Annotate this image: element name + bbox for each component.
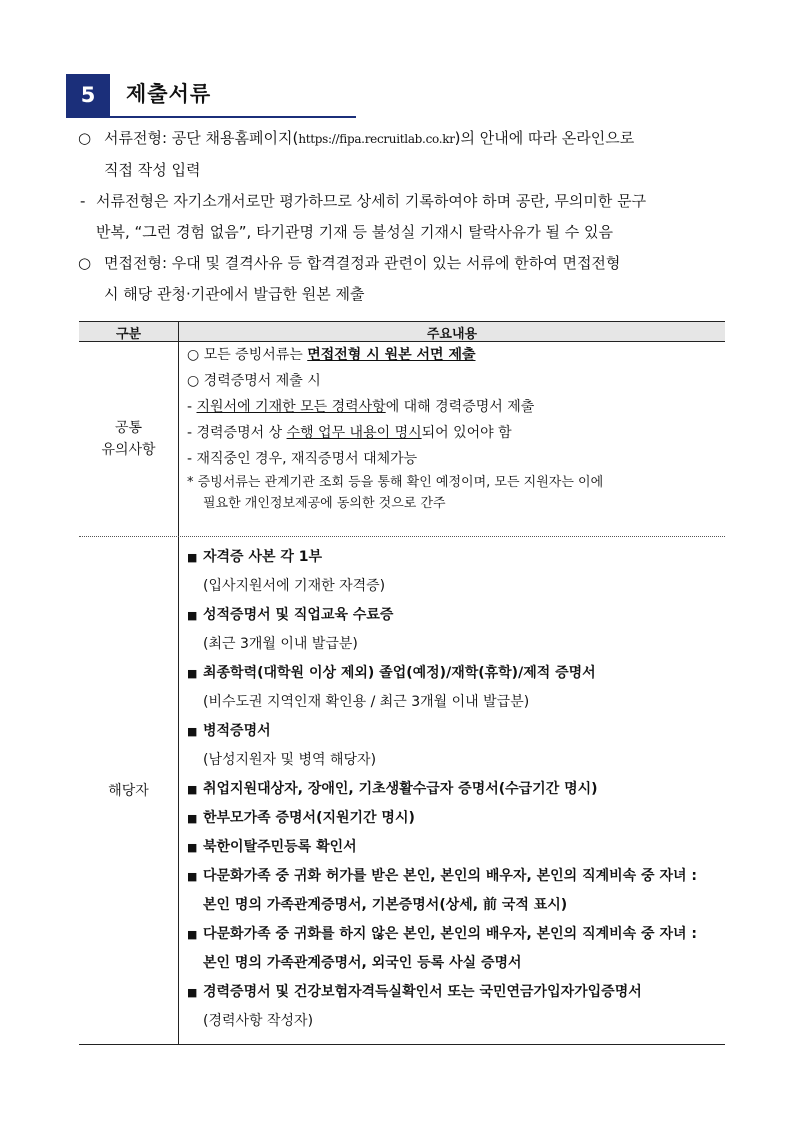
list-item: ■ 다문화가족 중 귀화를 하지 않은 본인, 본인의 배우자, 본인의 직계비속 중 자녀 :: [187, 920, 725, 949]
common-note-line: - 지원서에 기재한 모든 경력사항에 대해 경력증명서 제출: [187, 399, 535, 415]
common-note-line: ○ 경력증명서 제출 시: [187, 373, 321, 389]
square-bullet-icon: ■: [187, 725, 198, 738]
intro-p1-line2: 직접 작성 입력: [104, 161, 201, 179]
list-item-sub: (비수도권 지역인재 확인용 / 최근 3개월 이내 발급분): [203, 694, 530, 710]
list-item-sub: (경력사항 작성자): [203, 1013, 314, 1029]
original-submission-emphasis: 면접전형 시 원본 서면 제출: [307, 347, 476, 363]
list-item: ■ 최종학력(대학원 이상 제외) 졸업(예정)/재학(휴학)/제적 증명서: [187, 659, 725, 688]
square-bullet-icon: ■: [187, 812, 198, 825]
common-note-footnote: 필요한 개인정보제공에 동의한 것으로 간주: [203, 496, 446, 511]
list-item-sub: (최근 3개월 이내 발급분): [203, 636, 358, 652]
list-item-continuation: 본인 명의 가족관계증명서, 외국인 등록 사실 증명서: [203, 955, 522, 971]
applicable-documents-list: [187, 537, 725, 1036]
list-item: ■ 병적증명서: [187, 717, 725, 746]
intro-p2-line1: 서류전형은 자기소개서로만 평가하므로 상세히 기록하여야 하며 공란, 무의미한 문구: [96, 192, 647, 210]
intro-paragraph-self-intro-note: [72, 186, 732, 248]
list-item: ■ 자격증 사본 각 1부: [187, 543, 725, 572]
list-item: ■ 취업지원대상자, 장애인, 기초생활수급자 증명서(수급기간 명시): [187, 775, 725, 804]
square-bullet-icon: ■: [187, 928, 198, 941]
list-item: ■ 다문화가족 중 귀화 허가를 받은 본인, 본인의 배우자, 본인의 직계비속 중 자녀 :: [187, 862, 725, 891]
section-underline: [66, 116, 356, 118]
intro-p1-text-post: )의 안내에 따라 온라인으로: [454, 129, 635, 147]
list-item-sub: (입사지원서에 기재한 자격증): [203, 578, 386, 594]
square-bullet-icon: ■: [187, 609, 198, 622]
square-bullet-icon: ■: [187, 870, 198, 883]
square-bullet-icon: ■: [187, 551, 198, 564]
header-category: 구분: [115, 327, 142, 342]
table-header-row: [79, 321, 725, 342]
common-note-line: - 경력증명서 상 수행 업무 내용이 명시되어 있어야 함: [187, 425, 512, 441]
list-item-continuation: 본인 명의 가족관계증명서, 기본증명서(상세, 前 국적 표시): [203, 897, 568, 913]
row-label-common: 공통 유의사항: [101, 420, 156, 458]
common-note-line: ○ 모든 증빙서류는 면접전형 시 원본 서면 제출: [187, 347, 476, 363]
row-label-applicable: 해당자: [108, 782, 149, 799]
list-item: ■ 한부모가족 증명서(지원기간 명시): [187, 804, 725, 833]
intro-paragraph-interview-screening: [72, 248, 732, 310]
intro-p3-line1: 면접전형: 우대 및 결격사유 등 합격결정과 관련이 있는 서류에 한하여 면접전형: [104, 254, 621, 272]
square-bullet-icon: ■: [187, 841, 198, 854]
circle-bullet-icon: ○: [78, 254, 92, 272]
square-bullet-icon: ■: [187, 986, 198, 999]
common-note-line: - 재직중인 경우, 재직증명서 대체가능: [187, 451, 418, 467]
list-item: ■ 경력증명서 및 건강보험자격득실확인서 또는 국민연금가입자가입증명서: [187, 978, 725, 1007]
square-bullet-icon: ■: [187, 783, 198, 796]
dash-bullet-icon: -: [80, 192, 86, 210]
common-notes-content: [187, 342, 725, 514]
section-number-badge: 5: [66, 74, 110, 116]
list-item-sub: (남성지원자 및 병역 해당자): [203, 752, 377, 768]
table-row-common-notes: [79, 342, 725, 537]
section-title: 제출서류: [126, 82, 212, 106]
intro-paragraphs: [72, 123, 732, 310]
documents-table: [79, 321, 725, 1045]
intro-p1-text-pre: 서류전형: 공단 채용홈페이지(: [104, 129, 299, 147]
square-bullet-icon: ■: [187, 667, 198, 680]
list-item: ■ 성적증명서 및 직업교육 수료증: [187, 601, 725, 630]
list-item: ■ 북한이탈주민등록 확인서: [187, 833, 725, 862]
common-note-footnote: * 증빙서류는 관계기관 조회 등을 통해 확인 예정이며, 모든 지원자는 이에: [187, 475, 604, 490]
circle-bullet-icon: ○: [78, 129, 92, 147]
recruit-homepage-link[interactable]: https://fipa.recruitlab.co.kr: [298, 132, 455, 146]
header-main-content: 주요내용: [426, 327, 478, 342]
intro-p3-line2: 시 해당 관청·기관에서 발급한 원본 제출: [104, 285, 365, 303]
intro-paragraph-document-screening: [72, 123, 732, 186]
intro-p2-line2: 반복, “그런 경험 없음”, 타기관명 기재 등 불성실 기재시 탈락사유가 될 수 있음: [96, 223, 613, 241]
table-row-applicable: [79, 537, 725, 1045]
